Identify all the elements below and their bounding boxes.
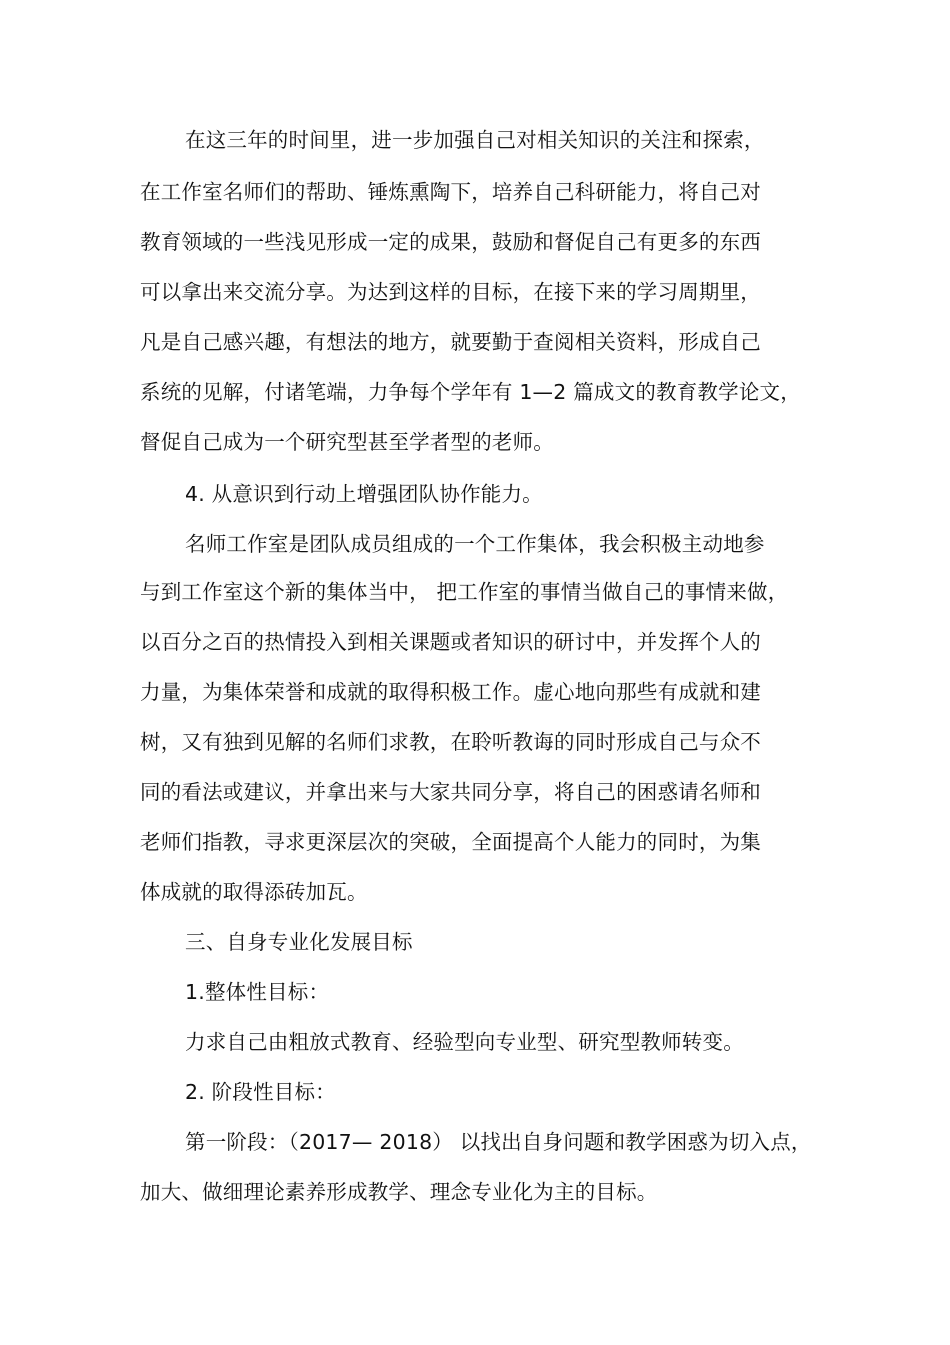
paragraph-line: 在工作室名师们的帮助、锤炼熏陶下，培养自己科研能力，将自己对 bbox=[140, 180, 761, 204]
subsection-heading: 1.整体性目标： bbox=[185, 980, 330, 1004]
paragraph-line: 加大、做细理论素养形成教学、理念专业化为主的目标。 bbox=[140, 1180, 658, 1204]
paragraph-line: 老师们指教，寻求更深层次的突破，全面提高个人能力的同时，为集 bbox=[140, 830, 761, 854]
section-heading: 4. 从意识到行动上增强团队协作能力。 bbox=[185, 482, 543, 506]
paragraph-line: 在这三年的时间里，进一步加强自己对相关知识的关注和探索， bbox=[185, 128, 765, 152]
paragraph-line: 名师工作室是团队成员组成的一个工作集体，我会积极主动地参 bbox=[185, 532, 765, 556]
paragraph-line: 可以拿出来交流分享。为达到这样的目标，在接下来的学习周期里， bbox=[140, 280, 761, 304]
section-heading: 三、自身专业化发展目标 bbox=[185, 930, 413, 954]
paragraph-line: 树，又有独到见解的名师们求教，在聆听教诲的同时形成自己与众不 bbox=[140, 730, 761, 754]
paragraph-line: 力量，为集体荣誉和成就的取得积极工作。虚心地向那些有成就和建 bbox=[140, 680, 761, 704]
paragraph-line: 同的看法或建议，并拿出来与大家共同分享，将自己的困惑请名师和 bbox=[140, 780, 761, 804]
subsection-heading: 2. 阶段性目标： bbox=[185, 1080, 336, 1104]
paragraph-line: 凡是自己感兴趣，有想法的地方，就要勤于查阅相关资料，形成自己 bbox=[140, 330, 761, 354]
paragraph-line: 督促自己成为一个研究型甚至学者型的老师。 bbox=[140, 430, 554, 454]
paragraph-line: 力求自己由粗放式教育、经验型向专业型、研究型教师转变。 bbox=[185, 1030, 744, 1054]
paragraph-line: 系统的见解，付诸笔端，力争每个学年有 1—2 篇成文的教育教学论文， bbox=[140, 380, 801, 404]
paragraph-line: 与到工作室这个新的集体当中， 把工作室的事情当做自己的事情来做， bbox=[140, 580, 789, 604]
paragraph-line: 第一阶段：（2017— 2018） 以找出自身问题和教学困惑为切入点， bbox=[185, 1130, 812, 1154]
paragraph-line: 体成就的取得添砖加瓦。 bbox=[140, 880, 368, 904]
paragraph-line: 教育领域的一些浅见形成一定的成果，鼓励和督促自己有更多的东西 bbox=[140, 230, 761, 254]
paragraph-line: 以百分之百的热情投入到相关课题或者知识的研讨中，并发挥个人的 bbox=[140, 630, 761, 654]
